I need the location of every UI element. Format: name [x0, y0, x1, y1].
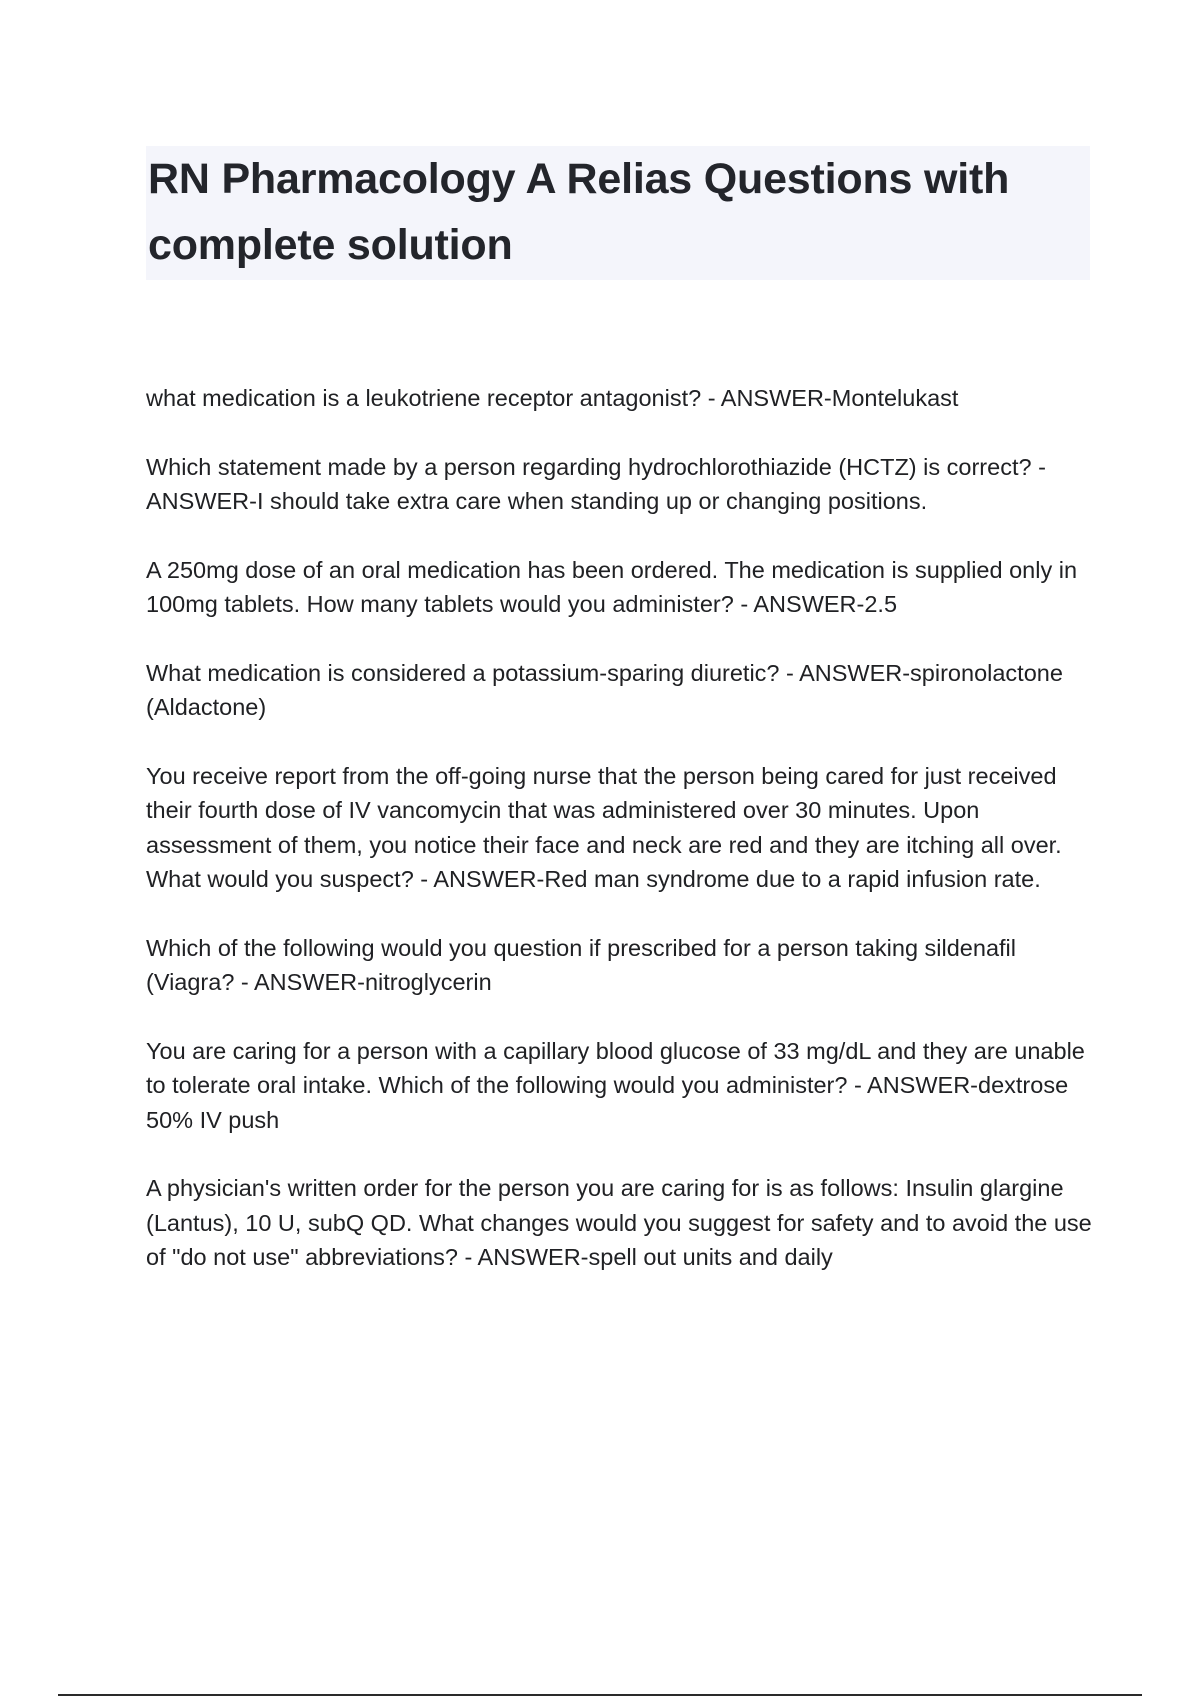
qa-item: Which statement made by a person regarding hydrochlorothiazide (HCTZ) is correct? - ANSWER-I should take extra care when standing up or changing positions.: [146, 453, 1046, 514]
qa-item: A physician's written order for the person you are caring for is as follows: Insulin glargine (Lantus), 10 U, subQ QD. What changes would you suggest for safety and to avoid the use of "do not use" abbreviations? - ANSWER-spell out units and daily: [146, 1175, 1092, 1270]
qa-list: [146, 381, 1096, 1309]
qa-item: You receive report from the off-going nurse that the person being cared for just received their fourth dose of IV vancomycin that was administered over 30 minutes. Upon assessment of them, you notice their face and neck are red and they are itching all over. What would you suspect? - ANSWER-Red man syndrome due to a rapid infusion rate.: [146, 762, 1062, 892]
qa-item: What medication is considered a potassium-sparing diuretic? - ANSWER-spironolactone (Aldactone): [146, 659, 1063, 720]
footer-divider: [58, 1694, 1142, 1696]
title-banner: [146, 146, 1090, 280]
qa-item: A 250mg dose of an oral medication has been ordered. The medication is supplied only in 100mg tablets. How many tablets would you administer? - ANSWER-2.5: [146, 556, 1078, 617]
qa-item: You are caring for a person with a capillary blood glucose of 33 mg/dL and they are unable to tolerate oral intake. Which of the following would you administer? - ANSWER-dextrose 50% IV push: [146, 1037, 1085, 1133]
qa-item: Which of the following would you question if prescribed for a person taking sildenafil (Viagra? - ANSWER-nitroglycerin: [146, 934, 1016, 995]
document-title: RN Pharmacology A Relias Questions with complete solution: [148, 155, 1010, 269]
qa-item: what medication is a leukotriene receptor antagonist? - ANSWER-Montelukast: [146, 385, 959, 411]
